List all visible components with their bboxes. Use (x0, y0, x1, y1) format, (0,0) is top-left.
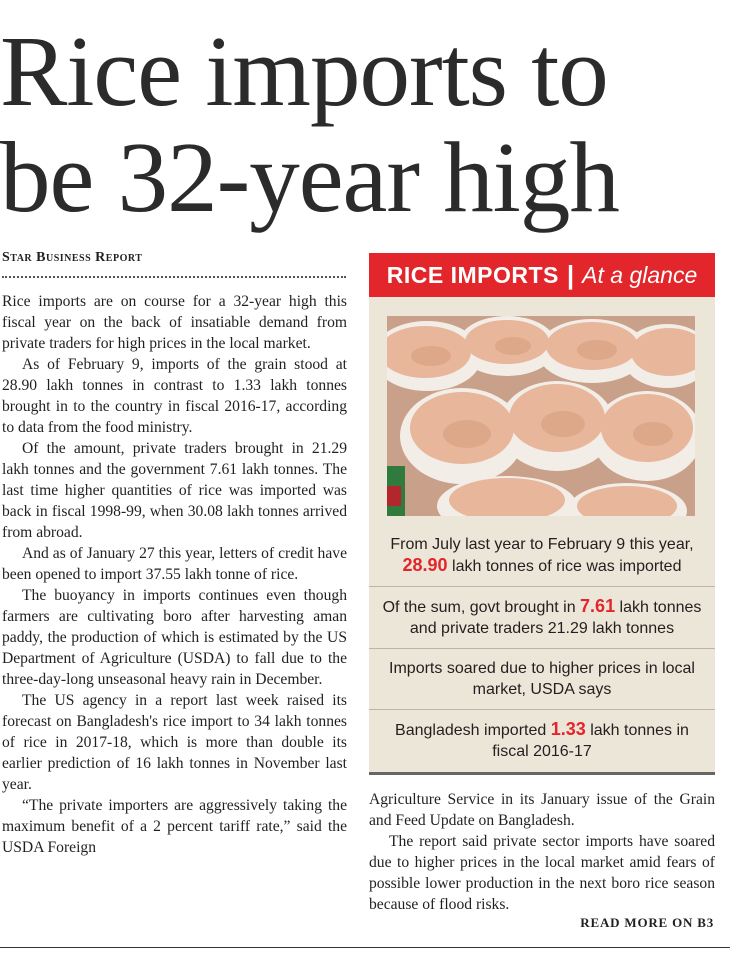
page-bottom-rule (0, 947, 730, 948)
fact-text: lakh tonnes in fiscal 2016-17 (492, 722, 689, 760)
sidebar-facts (369, 525, 715, 771)
paragraph: Agriculture Service in its January issue of the Grain and Feed Update on Bangladesh. (369, 791, 715, 829)
article-column-1 (2, 291, 347, 858)
fact-number: 28.90 (402, 555, 448, 575)
fact-item (369, 710, 715, 771)
fact-text: Imports soared due to higher prices in local market, USDA says (389, 660, 695, 698)
paragraph: The US agency in a report last week raised its forecast on Bangladesh's rice import to 34 lakh tonnes of rice in 2017-18, which is more than double its earlier prediction of 16 lakh tonnes in November last year. (2, 692, 347, 793)
fact-item (369, 525, 715, 587)
fact-text: lakh tonnes and private traders 21.29 lakh tonnes (409, 599, 702, 637)
paragraph: The report said private sector imports have soared due to higher prices in the local market amid fears of possible lower production in the next boro rice season because of flood risks. (369, 833, 715, 913)
at-a-glance-sidebar (369, 253, 715, 774)
paragraph: And as of January 27 this year, letters of credit have been opened to import 37.55 lakh tonne of rice. (2, 545, 347, 583)
rice-sacks-photo (387, 316, 695, 516)
read-more-link[interactable]: READ MORE ON B3 (580, 915, 714, 930)
sidebar-title-bar (369, 253, 715, 297)
headline-line-1: Rice imports to (0, 15, 608, 127)
byline: Star Business Report (2, 250, 143, 265)
paragraph: As of February 9, imports of the grain stood at 28.90 lakh tonnes in contrast to 1.33 lakh tonnes brought in to the country in fiscal 2016-17, according to data from the food ministry. (2, 356, 347, 436)
sidebar-title-separator: | (566, 259, 575, 290)
paragraph: The buoyancy in imports continues even though farmers are cultivating boro after harvesting aman paddy, the production of which is estimated by the US Department of Agriculture (USDA) to fall due to the three-day-long unseasonal heavy rain in December. (2, 587, 347, 688)
fact-number: 1.33 (550, 719, 586, 739)
fact-number: 7.61 (580, 596, 616, 616)
fact-item (369, 587, 715, 649)
fact-text: Of the sum, govt brought in (382, 599, 576, 616)
sidebar-subtitle: At a glance (582, 261, 698, 288)
fact-text: Bangladesh imported (395, 722, 547, 739)
article-column-2 (369, 789, 715, 915)
headline (0, 0, 730, 233)
headline-line-2: be 32-year high (0, 121, 619, 233)
fact-text: lakh tonnes of rice was imported (452, 558, 682, 575)
fact-item (369, 649, 715, 710)
rice-sacks-illustration (387, 316, 695, 516)
paragraph: Rice imports are on course for a 32-year high this fiscal year on the back of insatiable demand from private traders for high prices in the local market. (2, 293, 347, 352)
sidebar-title: RICE IMPORTS (386, 261, 559, 288)
sidebar-bottom-rule (369, 772, 715, 775)
paragraph: “The private importers are aggressively taking the maximum benefit of a 2 percent tariff rate,” said the USDA Foreign (2, 797, 347, 856)
paragraph: Of the amount, private traders brought in 21.29 lakh tonnes and the government 7.61 lakh tonnes. The last time higher quantities of rice was imported was back in fiscal 1998-99, when 30.08 lakh tonnes arrived from abroad. (2, 440, 347, 541)
dotted-divider (2, 276, 346, 278)
fact-text: From July last year to February 9 this year, (390, 536, 694, 553)
